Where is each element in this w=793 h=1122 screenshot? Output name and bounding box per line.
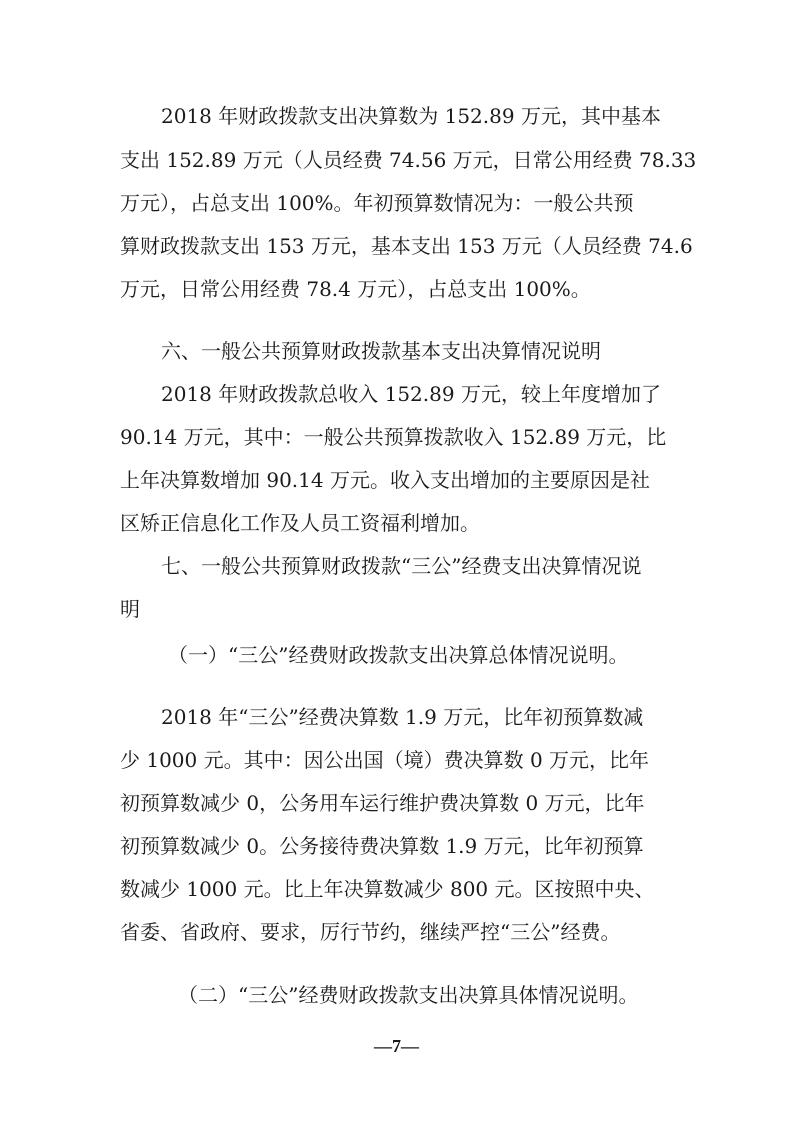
page-number: —7— — [374, 1036, 419, 1056]
paragraph-line: 省委、省政府、要求，厉行节约，继续严控“三公”经费。 — [120, 920, 621, 944]
paragraph-line: 初预算数减少 0，公务用车运行维护费决算数 0 万元，比年 — [120, 791, 645, 815]
paragraph-line: 数减少 1000 元。比上年决算数减少 800 元。区按照中央、 — [120, 877, 655, 901]
paragraph-line: 少 1000 元。其中：因公出国（境）费决算数 0 万元，比年 — [120, 748, 650, 772]
paragraph-line: 万元，日常公用经费 78.4 万元），占总支出 100%。 — [120, 277, 591, 301]
paragraph-line: 2018 年财政拨款支出决算数为 152.89 万元，其中基本 — [161, 104, 661, 128]
paragraph-line: 初预算数减少 0。公务接待费决算数 1.9 万元，比年初预算 — [120, 834, 644, 858]
paragraph-line: 90.14 万元，其中：一般公共预算拨款收入 152.89 万元，比 — [120, 425, 667, 449]
subsection-heading: （一）“三公”经费财政拨款支出决算总体情况说明。 — [168, 643, 629, 667]
paragraph-line: 2018 年“三公”经费决算数 1.9 万元，比年初预算数减 — [161, 705, 644, 729]
paragraph-line: 上年决算数增加 90.14 万元。收入支出增加的主要原因是社 — [120, 468, 650, 492]
paragraph-line: 区矫正信息化工作及人员工资福利增加。 — [120, 511, 480, 535]
section-heading: 七、一般公共预算财政拨款“三公”经费支出决算情况说 — [161, 554, 642, 578]
paragraph-line: 支出 152.89 万元（人员经费 74.56 万元，日常公用经费 78.33 — [120, 148, 697, 172]
subsection-heading: （二）“三公”经费财政拨款支出决算具体情况说明。 — [178, 983, 639, 1007]
section-heading: 明 — [120, 597, 140, 621]
paragraph-line: 2018 年财政拨款总收入 152.89 万元，较上年度增加了 — [161, 382, 661, 406]
paragraph-line: 万元），占总支出 100%。年初预算数情况为：一般公共预 — [120, 191, 634, 215]
section-heading: 六、一般公共预算财政拨款基本支出决算情况说明 — [161, 339, 601, 363]
paragraph-line: 算财政拨款支出 153 万元，基本支出 153 万元（人员经费 74.6 — [120, 234, 693, 258]
